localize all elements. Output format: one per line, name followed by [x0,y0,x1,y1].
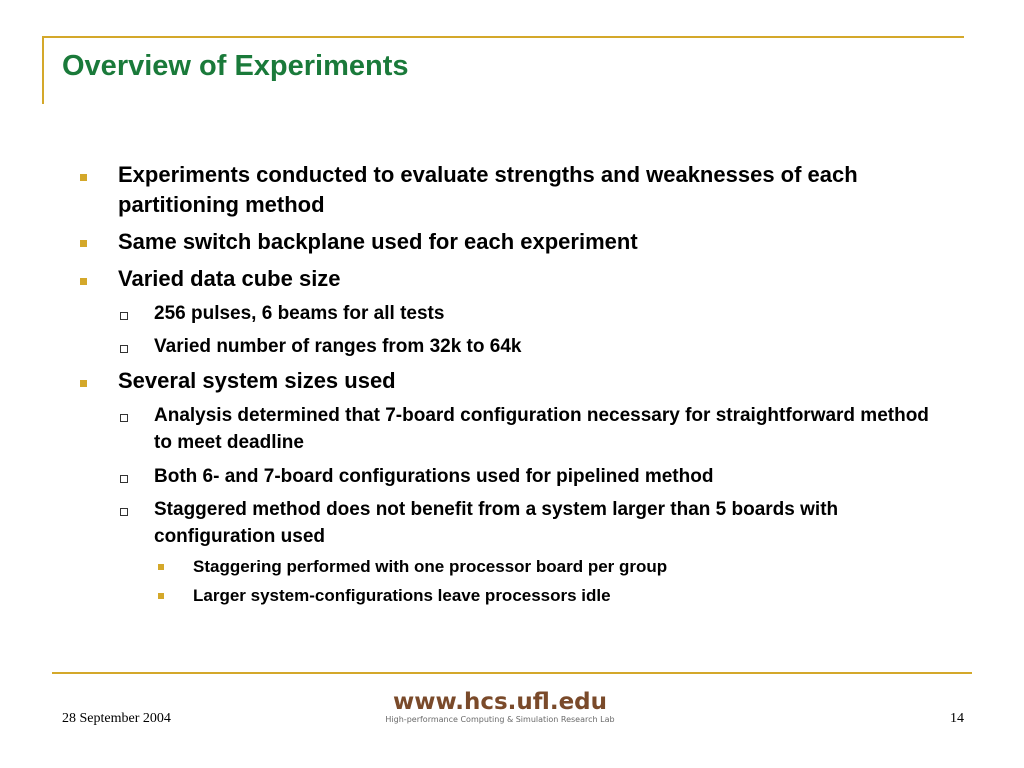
bullet-marker [80,174,87,181]
logo-subtitle: High-performance Computing & Simulation Research Lab [385,715,615,724]
sub-bullet-item: Varied number of ranges from 32k to 64k [154,336,522,357]
sub-bullet-item: Analysis determined that 7-board configuration necessary for straightforward method to meet deadline [154,405,929,453]
bullet-item: Same switch backplane used for each experiment [118,229,638,254]
sub-sub-bullet-marker [158,593,164,599]
bullet-item: Experiments conducted to evaluate strengths and weaknesses of each partitioning method [118,162,858,217]
footer-date: 28 September 2004 [62,711,171,726]
sub-bullet-marker [120,345,128,353]
sub-bullet-item: Staggered method does not benefit from a system larger than 5 boards with configuration used [154,499,839,547]
footer-rule [52,672,972,674]
bullet-item: Several system sizes used [118,368,396,393]
sub-bullet-marker [120,475,128,483]
sub-bullet-item: 256 pulses, 6 beams for all tests [154,303,445,324]
bullet-item: Varied data cube size [118,266,341,291]
bullet-marker [80,278,87,285]
title-top-rule [42,36,964,38]
bullet-marker [80,240,87,247]
sub-sub-bullet-marker [158,564,164,570]
logo-url: www.hcs.ufl.edu [392,689,608,715]
page-number: 14 [950,711,964,726]
title-left-rule [42,36,44,104]
sub-bullet-marker [120,312,128,320]
sub-bullet-marker [120,508,128,516]
slide-title: Overview of Experiments [62,50,409,82]
bullet-marker [80,380,87,387]
sub-bullet-item: Both 6- and 7-board configurations used for pipelined method [154,466,714,487]
sub-sub-bullet-item: Staggering performed with one processor board per group [193,557,668,576]
sub-sub-bullet-item: Larger system-configurations leave processors idle [193,586,611,605]
lab-logo [380,690,620,725]
sub-bullet-marker [120,414,128,422]
